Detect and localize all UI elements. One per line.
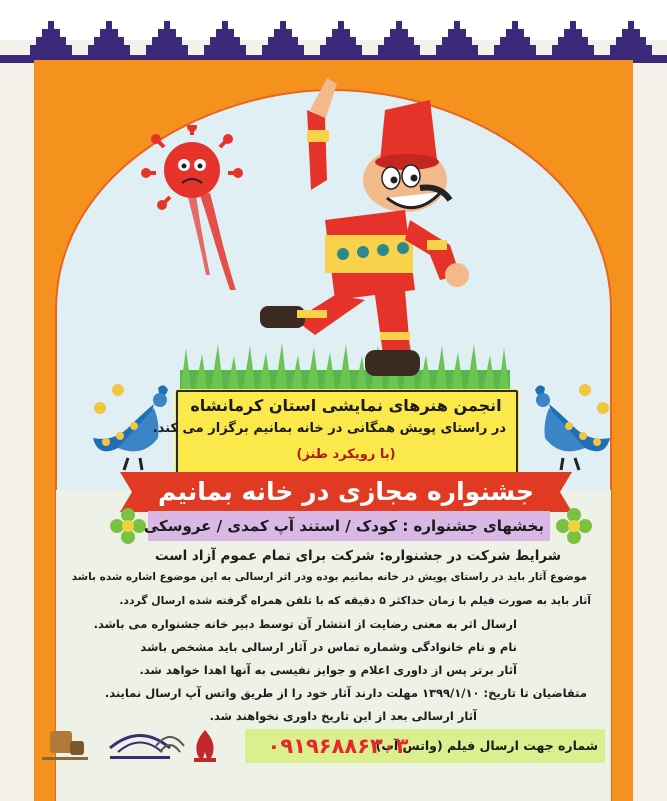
- festival-title: جشنواره مجازی در خانه بمانیم: [158, 477, 534, 506]
- emblem-logo: [190, 728, 220, 764]
- cultural-center-logo: [150, 726, 190, 762]
- approach-note: (با رویکرد طنز): [296, 447, 396, 462]
- headline-box: [152, 390, 518, 476]
- whatsapp-phone-number: ۰۹۱۹۶۸۸۶۳۰۳: [267, 734, 409, 758]
- conditions-title: شرایط شرکت در جشنواره: شرکت برای تمام عموم آزاد است: [155, 548, 561, 564]
- condition-line: نام و نام خانوادگی وشماره تماس در آثار ارسالی باید مشخص باشد: [140, 640, 517, 654]
- flower-left-icon: [110, 508, 146, 544]
- condition-line: آثار برتر پس از داوری اعلام و جوایز نفیسی به آنها اهدا خواهد شد.: [139, 663, 517, 677]
- organizer-headline: انجمن هنرهای نمایشی استان کرمانشاه: [190, 396, 502, 415]
- condition-line: موضوع آثار باید در راستای پویش در خانه بمانیم بوده ودر اثر ارسالی به این موضوع اشاره شده باشد: [71, 571, 587, 583]
- condition-line: ارسال اثر به معنی رضایت از انتشار آن توسط دبیر خانه جشنواره می باشد.: [93, 617, 517, 631]
- condition-line: متقاضیان تا تاریخ: ۱۳۹۹/۱/۱۰ مهلت دارند آثار خود را از طریق واتس آپ ارسال نمایند.: [104, 686, 587, 700]
- flower-right-icon: [556, 508, 592, 544]
- condition-line: آثار باید به صورت فیلم با زمان حداکثر ۵ دقیقه که با تلفن همراه گرفته شده ارسال گردد.: [119, 594, 591, 607]
- peacock-right-illustration: [520, 378, 615, 473]
- dancing-man-illustration: [215, 70, 475, 390]
- contact-label: شماره جهت ارسال فیلم (واتس آپ): [375, 738, 598, 753]
- organizer-subline: در راستای پویش همگانی در خانه بمانیم برگزار می کند.: [152, 421, 506, 436]
- festival-sections: بخشهای جشنواره : کودک / استند آپ کمدی / عروسکی: [143, 517, 544, 535]
- corner-logo: [40, 727, 92, 767]
- condition-line: آثار ارسالی بعد از این تاریخ داوری نخواهند شد.: [209, 709, 477, 723]
